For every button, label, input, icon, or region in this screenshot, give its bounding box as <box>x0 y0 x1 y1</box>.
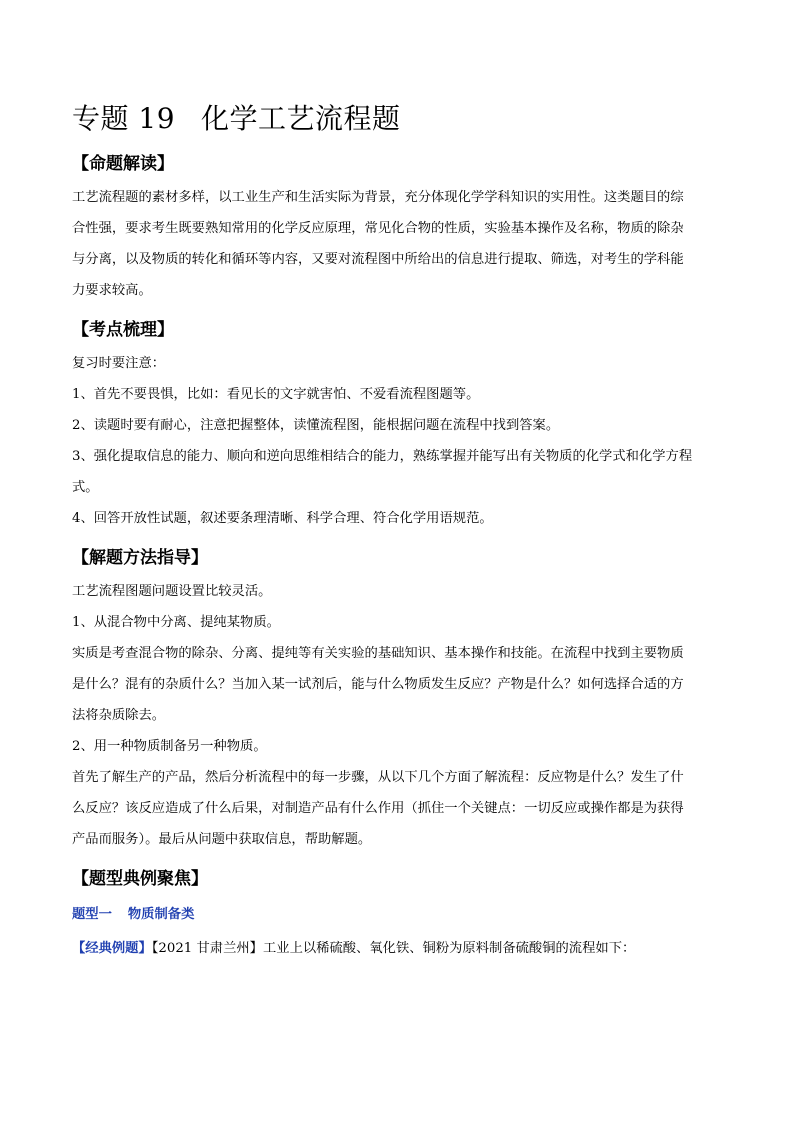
method-lead: 工艺流程图题问题设置比较灵活。 <box>72 584 272 599</box>
section-heading-key-points: 【考点梳理】 <box>72 320 174 340</box>
section-heading-interpretation: 【命题解读】 <box>72 154 174 174</box>
list-item: 2、用一种物质制备另一种物质。 <box>72 739 267 754</box>
text-line: 么反应？该反应造成了什么后果，对制造产品有什么作用（抓住一个关键点：一切反应或操作都是为获得 <box>72 801 684 816</box>
section-heading-examples: 【题型典例聚焦】 <box>72 869 208 889</box>
title-number: 专题 19 <box>72 102 176 135</box>
question-type-heading <box>72 897 722 933</box>
example-text: 【2021 甘肃兰州】工业上以稀硫酸、氧化铁、铜粉为原料制备硫酸铜的流程如下： <box>151 941 636 956</box>
section-heading-method: 【解题方法指导】 <box>72 548 208 568</box>
text-line: 力要求较高。 <box>72 283 152 298</box>
text-line: 产品而服务）。最后从问题中获取信息，帮助解题。 <box>72 832 372 847</box>
intro-paragraph <box>72 182 722 306</box>
list-item-continued: 式。 <box>72 480 99 495</box>
list-item: 3、强化提取信息的能力、顺向和逆向思维相结合的能力，熟练掌握并能写出有关物质的化学式和化学方程 <box>72 449 693 464</box>
type-name: 物质制备类 <box>127 907 195 922</box>
list-item: 1、从混合物中分离、提纯某物质。 <box>72 615 280 630</box>
page-title <box>72 98 722 140</box>
type-number: 题型一 <box>72 907 112 922</box>
text-line: 法将杂质除去。 <box>72 708 166 723</box>
review-list <box>72 348 722 534</box>
example-tag: 【经典例题】 <box>72 941 152 956</box>
method-block <box>72 576 722 855</box>
text-line: 首先了解生产的产品，然后分析流程中的每一步骤，从以下几个方面了解流程：反应物是什么？发生了什 <box>72 770 684 785</box>
list-item: 2、读题时要有耐心，注意把握整体，读懂流程图，能根据问题在流程中找到答案。 <box>72 418 560 433</box>
review-lead: 复习时要注意： <box>72 356 166 371</box>
text-line: 与分离，以及物质的转化和循环等内容，又要对流程图中所给出的信息进行提取、筛选，对考生的学科能 <box>72 252 684 267</box>
text-line: 工艺流程题的素材多样，以工业生产和生活实际为背景，充分体现化学学科知识的实用性。这类题目的综 <box>72 190 684 205</box>
example-line <box>72 933 722 964</box>
document-page <box>72 98 722 964</box>
list-item: 4、回答开放性试题，叙述要条理清晰、科学合理、符合化学用语规范。 <box>72 511 493 526</box>
text-line: 合性强，要求考生既要熟知常用的化学反应原理，常见化合物的性质，实验基本操作及名称，物质的除杂 <box>72 221 684 236</box>
title-text: 化学工艺流程题 <box>201 102 401 135</box>
text-line: 是什么？混有的杂质什么？当加入某一试剂后，能与什么物质发生反应？产物是什么？如何选择合适的方 <box>72 677 684 692</box>
list-item: 1、首先不要畏惧，比如：看见长的文字就害怕、不爱看流程图题等。 <box>72 387 480 402</box>
text-line: 实质是考查混合物的除杂、分离、提纯等有关实验的基础知识、基本操作和技能。在流程中找到主要物质 <box>72 646 684 661</box>
